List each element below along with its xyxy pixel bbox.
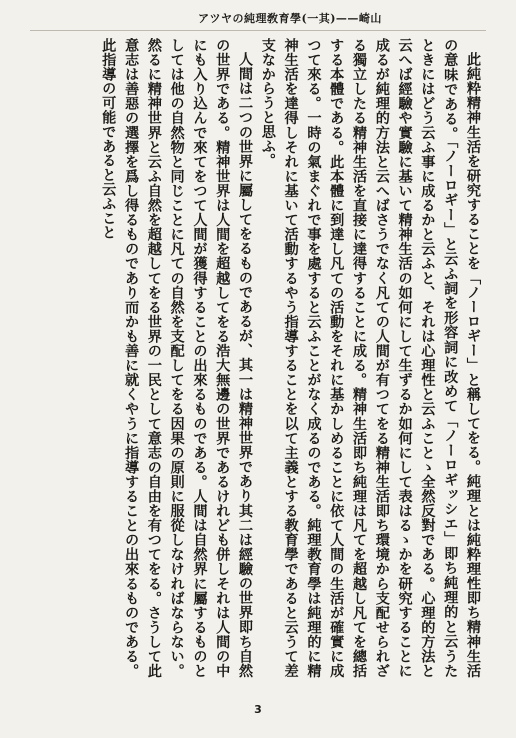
header-rule [30, 30, 486, 31]
running-header: 山崎——(其一)學育敎理純のヤツア [198, 12, 382, 25]
paragraph-1: 此純粋精神生活を研究することを「ノーロギー」と稱してをる。純理とは純粋理性即ち精神生活の意味である。「ノーロギー」と云ふ詞を形容詞に改めて「ノーロギッシエ」即ち純理的と云うたときにはどう云ふ事に成るかと云ふと、それは心理性と云ふことゝ全然反對である。心理的方法と云へば經驗や實驗に基いて精神生活の如何にして生ずるか如何にして表はるゝかを研究することに成るが純理的方法と云へばさうでなく凡ての人間が有つてをる精神生活即ち環境から支配せられざる獨立したる精神生活を直接に達得することに成る。精神生活即ち純理は凡てを超越し凡てを總括する本體である。此本體に到達し凡ての活動をそれに基かしめることに依て人間の生活が確實に成つて來る。一時の氣まぐれで事を處すると云ふことがなく成るのである。純理教育學は純理的に精神生活を達得しそれに基いて活動するやう指導することを以て主義とする教育學であると云うて差支なからうと思ふ。 [259, 38, 481, 678]
vertical-body-text [28, 38, 484, 678]
page-number: 3 [254, 703, 262, 716]
paragraph-2: 人間は二つの世界に屬してをるものであるが、其一は精神世界であり其二は經驗の世界即ち自然の世界である。精神世界は人間を超越してをる浩大無邊の世界であるけれども併しそれは人間の中にも入り込んで來てをつて人間が獲得することの出來るものである。人間は自然界に屬するものとしては他の自然物と同じことに凡ての自然を支配してをる因果の原則に服從しなければならない。然るに精神世界と云ふ自然を超越してをる世界の一民として意志の自由を有つてをる。さうして此意志は善惡の選擇を爲し得るものであり而かも善に就くやうに指導することの出來るものである。此指導の可能であると云ふこと [100, 38, 254, 678]
